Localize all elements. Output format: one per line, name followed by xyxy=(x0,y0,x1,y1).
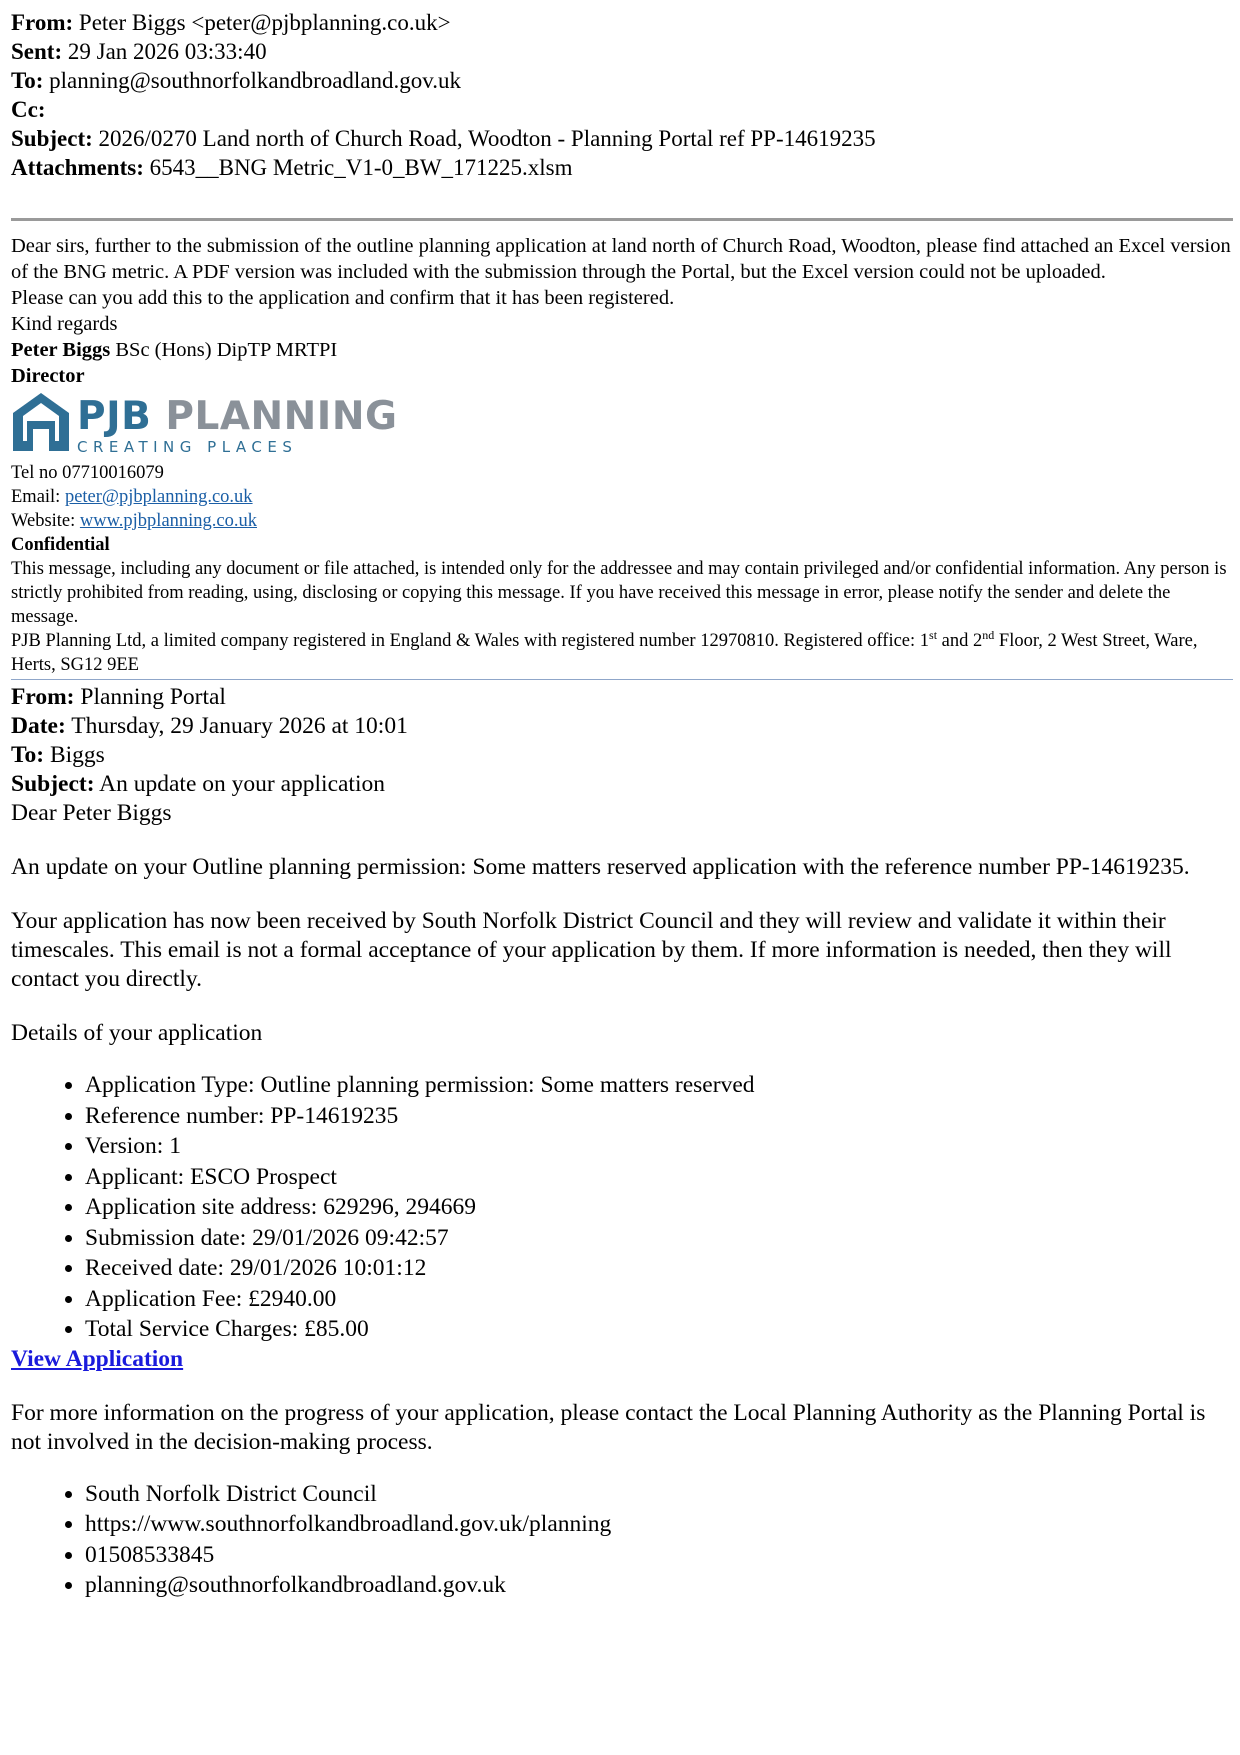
date-line: Date: Thursday, 29 January 2026 at 10:01 xyxy=(11,713,408,739)
list-item: • Application Fee: £2940.00 xyxy=(85,1284,1231,1315)
subject-line: Subject: 2026/0270 Land north of Church Road, Woodton - Planning Portal ref PP-14619235 xyxy=(11,126,876,151)
sent-line: Sent: 29 Jan 2026 03:33:40 xyxy=(11,39,267,64)
signature-website-line: Website: www.pjbplanning.co.uk xyxy=(11,511,258,531)
confidential-text: This message, including any document or file attached, is intended only for the addressee and may contain privileged and/or confidential information. Any person is strictly prohibited from reading, using, disclosing or copying this message. If you have received this message in error, please notify the sender and delete the message. xyxy=(11,559,1227,627)
cc-line: Cc: xyxy=(11,97,46,122)
view-application-link[interactable]: View Application xyxy=(11,1345,184,1372)
logo-wordmark: PJB PLANNING xyxy=(77,394,398,439)
signature-contact xyxy=(11,461,1231,677)
contacts-list xyxy=(11,1479,1231,1601)
list-item: • Reference number: PP-14619235 xyxy=(85,1101,1231,1132)
list-item: • https://www.southnorfolkandbroadland.gov.uk/planning xyxy=(85,1509,1231,1540)
from-line: From: Peter Biggs <peter@pjbplanning.co.uk> xyxy=(11,10,451,35)
header-divider xyxy=(11,218,1233,221)
view-application-line xyxy=(11,1345,1231,1374)
from-value: Peter Biggs <peter@pjbplanning.co.uk> xyxy=(78,10,451,35)
to-value: Biggs xyxy=(49,742,105,768)
to-value: planning@southnorfolkandbroadland.gov.uk xyxy=(49,68,462,93)
signature-email-link[interactable]: peter@pjbplanning.co.uk xyxy=(64,487,253,507)
subject-value: 2026/0270 Land north of Church Road, Woodton - Planning Portal ref PP-14619235 xyxy=(98,126,876,151)
message-divider xyxy=(11,679,1233,680)
subject-value: An update on your application xyxy=(99,771,385,797)
signature-email-line: Email: peter@pjbplanning.co.uk xyxy=(11,487,253,507)
email1-header xyxy=(11,8,1231,182)
body-paragraph: Dear sirs, further to the submission of the outline planning application at land north of Church Road, Woodton, please find attached an Excel version of the BNG metric. A PDF version was included with the submission through the Portal, but the Excel version could not be uploaded. xyxy=(11,235,1231,283)
signature-name-line xyxy=(11,337,1231,363)
list-item: • Application Type: Outline planning permission: Some matters reserved xyxy=(85,1070,1231,1101)
attachment-file[interactable]: 6543__BNG Metric_V1-0_BW_171225.xlsm xyxy=(149,155,573,180)
update-paragraph: An update on your Outline planning permission: Some matters reserved application with the reference number PP-14619235. xyxy=(11,854,1190,880)
signature-quals: BSc (Hons) DipTP MRTPI xyxy=(115,339,338,361)
signature-tel: Tel no 07710016079 xyxy=(11,463,164,483)
list-item: • South Norfolk District Council xyxy=(85,1479,1231,1510)
list-item: • Application site address: 629296, 294669 xyxy=(85,1192,1231,1223)
signature-title: Director xyxy=(11,365,85,387)
body-paragraph: Please can you add this to the application and confirm that it has been registered. xyxy=(11,287,675,309)
greeting: Dear Peter Biggs xyxy=(11,800,172,826)
from-line: From: Planning Portal xyxy=(11,684,226,710)
house-logo-icon xyxy=(11,391,71,453)
email2-body xyxy=(11,799,1231,1601)
logo-text xyxy=(77,394,398,456)
list-item: • Submission date: 29/01/2026 09:42:57 xyxy=(85,1223,1231,1254)
date-value: Thursday, 29 January 2026 at 10:01 xyxy=(71,713,408,739)
details-heading: Details of your application xyxy=(11,1020,263,1046)
sent-value: 29 Jan 2026 03:33:40 xyxy=(67,39,267,64)
to-line: To: Biggs xyxy=(11,742,105,768)
list-item: • 01508533845 xyxy=(85,1540,1231,1571)
list-item: • Version: 1 xyxy=(85,1131,1231,1162)
email1-body xyxy=(11,233,1231,389)
signature-name: Peter Biggs xyxy=(11,339,111,361)
from-value: Planning Portal xyxy=(80,684,226,710)
list-item: • Received date: 29/01/2026 10:01:12 xyxy=(85,1253,1231,1284)
attachments-line: Attachments: 6543__BNG Metric_V1-0_BW_171225.xlsm xyxy=(11,155,573,180)
email-document xyxy=(11,8,1231,1601)
email2-header xyxy=(11,683,1231,799)
list-item: • Applicant: ESCO Prospect xyxy=(85,1162,1231,1193)
company-registration: PJB Planning Ltd, a limited company registered in England & Wales with registered number 12970810. Registered office: 1st and 2nd Floor, 2 West Street, Ware, Herts, SG12 9EE xyxy=(11,627,1198,675)
details-list xyxy=(11,1070,1231,1345)
signature-website-link[interactable]: www.pjbplanning.co.uk xyxy=(79,511,258,531)
received-paragraph: Your application has now been received by South Norfolk District Council and they will review and validate it within their timescales. This email is not a formal acceptance of your application by them. If more information is needed, then they will contact you directly. xyxy=(11,908,1172,992)
pjb-planning-logo xyxy=(11,391,1231,461)
logo-tagline: CREATING PLACES xyxy=(77,438,298,456)
subject-line: Subject: An update on your application xyxy=(11,771,385,797)
body-closing: Kind regards xyxy=(11,313,118,335)
list-item: • Total Service Charges: £85.00 xyxy=(85,1314,1231,1345)
list-item: • planning@southnorfolkandbroadland.gov.uk xyxy=(85,1570,1231,1601)
confidential-heading: Confidential xyxy=(11,535,110,555)
info-paragraph: For more information on the progress of your application, please contact the Local Planning Authority as the Planning Portal is not involved in the decision-making process. xyxy=(11,1399,1206,1455)
to-line: To: planning@southnorfolkandbroadland.gov.uk xyxy=(11,68,462,93)
